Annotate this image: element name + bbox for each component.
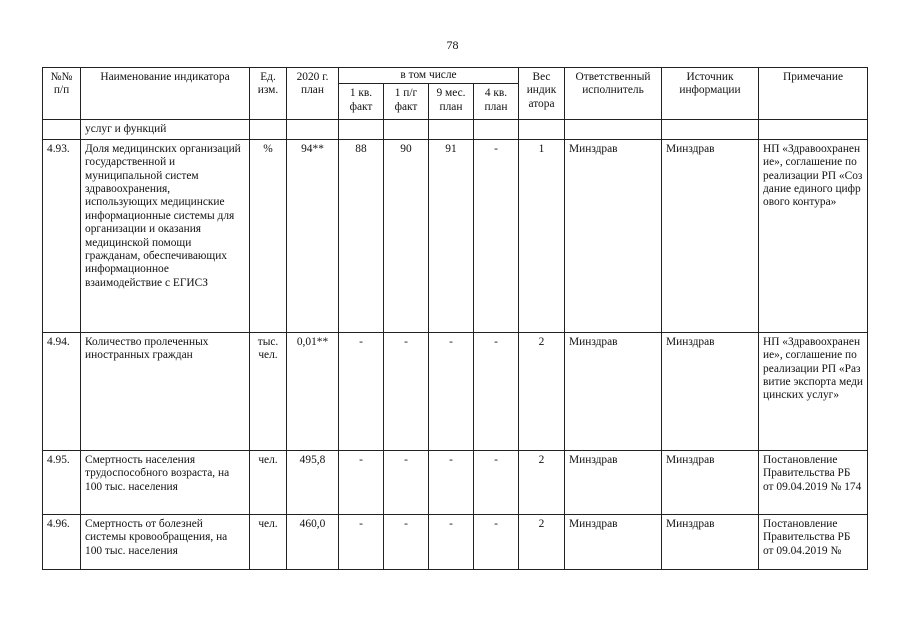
header-q4: 4 кв. план: [474, 84, 519, 120]
table-row: [43, 139, 868, 332]
row-weight: 2: [519, 514, 565, 569]
table-row: [43, 514, 868, 569]
header-q1: 1 кв. факт: [339, 84, 384, 120]
row-q4: -: [474, 139, 519, 332]
header-source: Источник информации: [662, 68, 759, 120]
row-unit: чел.: [250, 514, 287, 569]
row-weight: 2: [519, 332, 565, 450]
header-h1: 1 п/г факт: [384, 84, 429, 120]
row-plan: 495,8: [287, 450, 339, 514]
row-q1: 88: [339, 139, 384, 332]
header-responsible: Ответственный исполнитель: [565, 68, 662, 120]
continuation-row: [43, 120, 868, 139]
row-plan: 94**: [287, 139, 339, 332]
row-q1: -: [339, 450, 384, 514]
row-note: Постановление Правительства РБ от 09.04.2019 № 174: [759, 450, 868, 514]
row-h1: -: [384, 332, 429, 450]
row-num: 4.94.: [43, 332, 81, 450]
row-h1: -: [384, 514, 429, 569]
row-name: Доля медицинских организаций государственной и муниципальной систем здравоохранения, использующих медицинские информационные системы для организации и оказания медицинской помощи гражданам, обеспечивающих информационное взаимодействие с ЕГИСЗ: [81, 139, 250, 332]
row-m9: -: [429, 514, 474, 569]
continuation-name: услуг и функций: [81, 120, 250, 139]
row-responsible: Минздрав: [565, 450, 662, 514]
row-note: НП «Здравоохранение», соглашение по реализации РП «Создание единого цифрового контура»: [759, 139, 868, 332]
row-unit: %: [250, 139, 287, 332]
row-responsible: Минздрав: [565, 332, 662, 450]
row-weight: 2: [519, 450, 565, 514]
row-name: Смертность от болезней системы кровообращения, на 100 тыс. населения: [81, 514, 250, 569]
header-row: [43, 68, 868, 84]
header-unit: Ед. изм.: [250, 68, 287, 120]
row-name: Смертность населения трудоспособного возраста, на 100 тыс. населения: [81, 450, 250, 514]
row-m9: -: [429, 450, 474, 514]
row-q1: -: [339, 332, 384, 450]
row-plan: 0,01**: [287, 332, 339, 450]
row-note: НП «Здравоохранение», соглашение по реализации РП «Развитие экспорта медицинских услуг»: [759, 332, 868, 450]
indicators-table: [42, 67, 868, 570]
table-row: [43, 332, 868, 450]
row-source: Минздрав: [662, 514, 759, 569]
row-responsible: Минздрав: [565, 139, 662, 332]
row-note: Постановление Правительства РБ от 09.04.2019 №: [759, 514, 868, 569]
header-m9: 9 мес. план: [429, 84, 474, 120]
row-h1: -: [384, 450, 429, 514]
row-h1: 90: [384, 139, 429, 332]
row-plan: 460,0: [287, 514, 339, 569]
row-num: 4.93.: [43, 139, 81, 332]
row-m9: 91: [429, 139, 474, 332]
row-name: Количество пролеченных иностранных граждан: [81, 332, 250, 450]
row-source: Минздрав: [662, 139, 759, 332]
row-unit: чел.: [250, 450, 287, 514]
header-weight: Вес индик атора: [519, 68, 565, 120]
header-num: №№ п/п: [43, 68, 81, 120]
row-q4: -: [474, 450, 519, 514]
row-q4: -: [474, 514, 519, 569]
row-weight: 1: [519, 139, 565, 332]
page-number: 78: [446, 38, 459, 52]
header-plan: 2020 г. план: [287, 68, 339, 120]
header-note: Примечание: [759, 68, 868, 120]
row-num: 4.95.: [43, 450, 81, 514]
header-including: в том числе: [339, 68, 519, 84]
row-m9: -: [429, 332, 474, 450]
row-source: Минздрав: [662, 450, 759, 514]
row-responsible: Минздрав: [565, 514, 662, 569]
row-num: 4.96.: [43, 514, 81, 569]
header-name: Наименование индикатора: [81, 68, 250, 120]
table-row: [43, 450, 868, 514]
row-unit: тыс. чел.: [250, 332, 287, 450]
row-source: Минздрав: [662, 332, 759, 450]
row-q4: -: [474, 332, 519, 450]
row-q1: -: [339, 514, 384, 569]
